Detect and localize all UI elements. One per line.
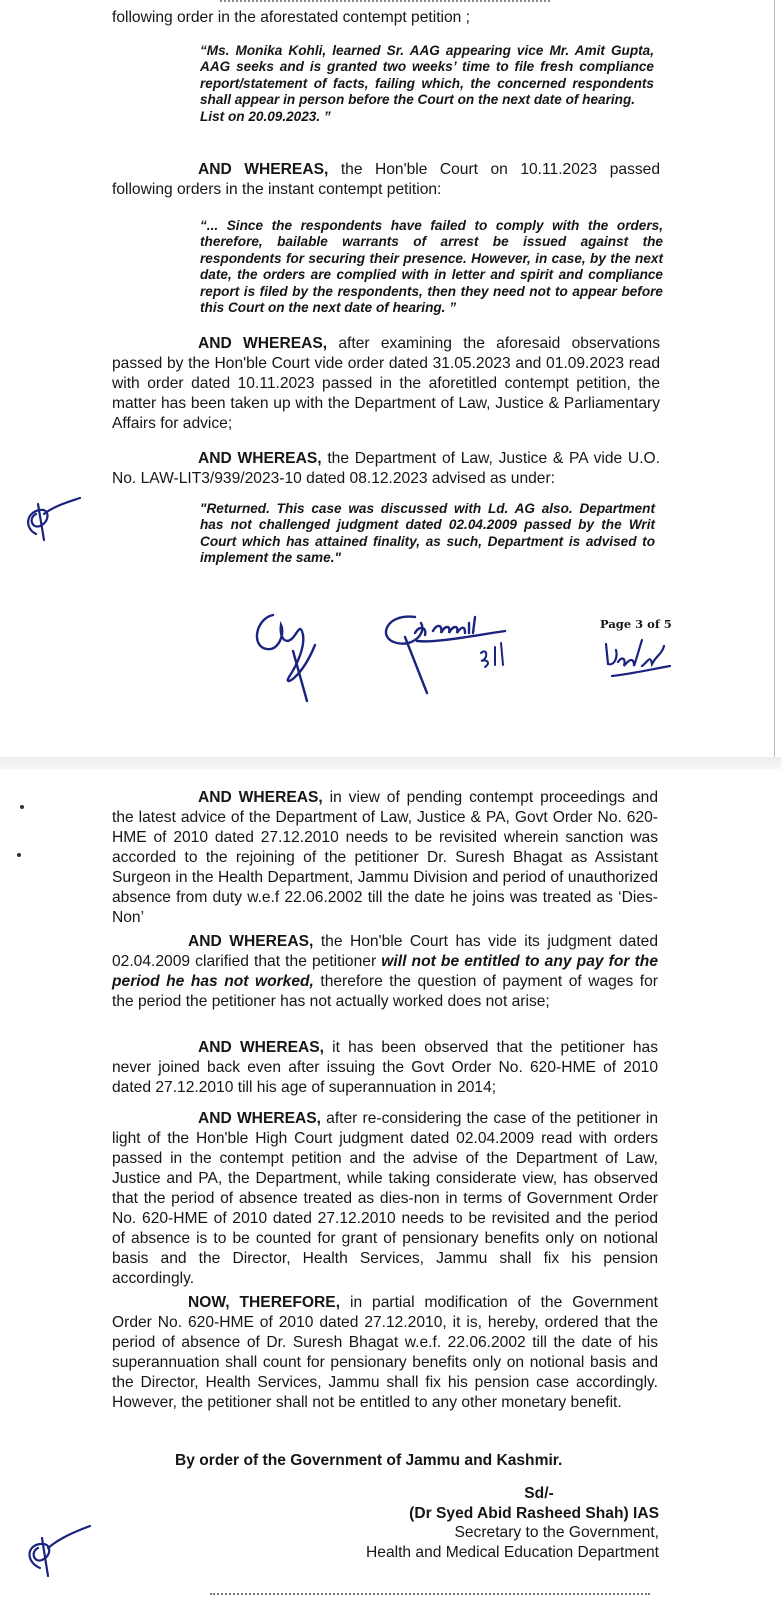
quote-order-1 (200, 43, 654, 125)
paragraph-lead: AND WHEREAS, (198, 450, 322, 467)
page-separator (0, 757, 781, 769)
signature-2 (375, 603, 525, 698)
paragraph-text: after examining the aforesaid observations passed by the Hon'ble Court vide order dated 31.05.2023 and 01.09.2023 read with order dated 10.11.2023 passed in the aforetitled contempt petition, the matter has been taken up with the Department of Law, Justice & Parliamentary Affairs for advice; (112, 335, 661, 432)
margin-initial-signature (14, 1520, 94, 1580)
by-order-line: By order of the Government of Jammu and Kashmir. (175, 1452, 563, 1469)
quote-order-1-listing: List on 20.09.2023. ” (200, 108, 331, 124)
paragraph-text: after re-considering the case of the petitioner in light of the Hon'ble High Court judgment dated 02.04.2009 read with orders passed in the contempt petition and the advise of the Department of Law, Justice and PA, the Department, while taking considerate view, has observed that the period of absence treated as dies-non in terms of Government Order No. 620-HME of 2010 dated 27.12.2010 needs to be revisited and the period of absence is to be counted for grant of pensionary benefits only on notional basis and the Director, Health Services, Jammu shall fix his pension accordingly. (112, 1110, 658, 1287)
page-edge (774, 0, 775, 757)
signatory-title: Secretary to the Government, (454, 1524, 659, 1542)
paragraph-law-dept-advice (112, 449, 660, 489)
paragraph-revisit-order (112, 788, 658, 928)
emphasis-text: will not be entitled to any pay for the period he has not worked, (112, 953, 658, 990)
paragraph-text: it has been observed that the petitioner has never joined back even after issuing the Govt Order No. 620-HME of 2010 dated 27.12.2010 till his age of superannuation in 2014; (112, 1039, 658, 1096)
document-page-3 (0, 0, 781, 757)
paragraph-text: in view of pending contempt proceedings and the latest advice of the Department of Law, Justice & PA, Govt Order No. 620-HME of 2010 dated 27.12.2010 needs to be revisited wherein sanction was accorded to the rejoining of the petitioner Dr. Suresh Bhagat as Assistant Surgeon in the Health Department, Jammu Division and period of unauthorized absence from duty w.e.f 22.06.2002 till the date he joins was treated as ‘Dies-Non’ (112, 789, 659, 926)
paragraph-text: the Department of Law, Justice & PA vide U.O. No. LAW-LIT3/939/2023-10 dated 08.12.2023 advised as under: (112, 450, 660, 487)
paragraph-lead: AND WHEREAS, (198, 335, 328, 352)
signature-1 (245, 595, 345, 705)
paragraph-text: therefore the question of payment of wages for the period the petitioner has not actually worked does not arise; (112, 973, 658, 1010)
paragraph-hon-court-order (112, 160, 660, 200)
paragraph-never-joined (112, 1038, 658, 1098)
paragraph-now-therefore (112, 1293, 658, 1413)
paragraph-lead: AND WHEREAS, (198, 1039, 324, 1056)
margin-initial-signature (14, 494, 84, 544)
signatory-department: Health and Medical Education Department (366, 1543, 659, 1561)
sd-mark: Sd/- (524, 1485, 554, 1502)
intro-line: following order in the aforestated contempt petition ; (112, 9, 471, 26)
paragraph-lead: AND WHEREAS, (198, 1110, 321, 1127)
paragraph-reconsideration (112, 1109, 658, 1289)
quote-order-1-text: “Ms. Monika Kohli, learned Sr. AAG appearing vice Mr. Amit Gupta, AAG seeks and is granted two weeks’ time to file fresh compliance report/statement of facts, failing which, the concerned respondents shall appear in person before the Court on the next date of hearing. (200, 43, 654, 108)
quote-law-dept: "Returned. This case was discussed with Ld. AG also. Department has not challenged judgment dated 02.04.2009 passed by the Writ Court which has attained finality, as such, Department is advised to implement the same." (200, 501, 655, 566)
margin-dot (17, 853, 21, 857)
paragraph-lead: AND WHEREAS, (188, 933, 314, 950)
margin-dot (20, 805, 24, 809)
paragraph-lead: AND WHEREAS, (198, 161, 329, 178)
paragraph-text: the Hon'ble Court on 10.11.2023 passed following orders in the instant contempt petition: (112, 161, 661, 198)
page-cut-edge (220, 0, 550, 4)
signatory-block (339, 1484, 659, 1562)
paragraph-examination (112, 334, 660, 434)
page-cut-edge (210, 1593, 650, 1598)
quote-order-2: “... Since the respondents have failed to comply with the orders, therefore, bailable warrants of arrest be issued against the respondents for securing their presence. However, in case, by the next date, the orders are complied with in letter and spirit and compliance report is filed by the respondents, then they need not to appear before this Court on the next date of hearing. ” (200, 218, 663, 316)
paragraph-lead: NOW, THEREFORE, (188, 1294, 341, 1311)
paragraph-text: the Hon'ble Court has vide its judgment dated 02.04.2009 clarified that the petitioner (112, 933, 659, 970)
signature-3 (600, 636, 675, 686)
signatory-name: (Dr Syed Abid Rasheed Shah) IAS (409, 1504, 659, 1522)
page-number: Page 3 of 5 (600, 617, 672, 631)
paragraph-court-judgment (112, 932, 658, 1012)
paragraph-text: in partial modification of the Government Order No. 620-HME of 2010 dated 27.12.2010, it is, hereby, ordered that the period of absence of Dr. Suresh Bhagat w.e.f. 22.06.2002 till the date of his superannuation shall count for pensionary benefits only on notional basis and the Director, Health Services, Jammu shall fix his pension case accordingly. However, the petitioner shall not be entitled to any other monetary benefit. (112, 1294, 658, 1411)
paragraph-lead: AND WHEREAS, (198, 789, 323, 806)
